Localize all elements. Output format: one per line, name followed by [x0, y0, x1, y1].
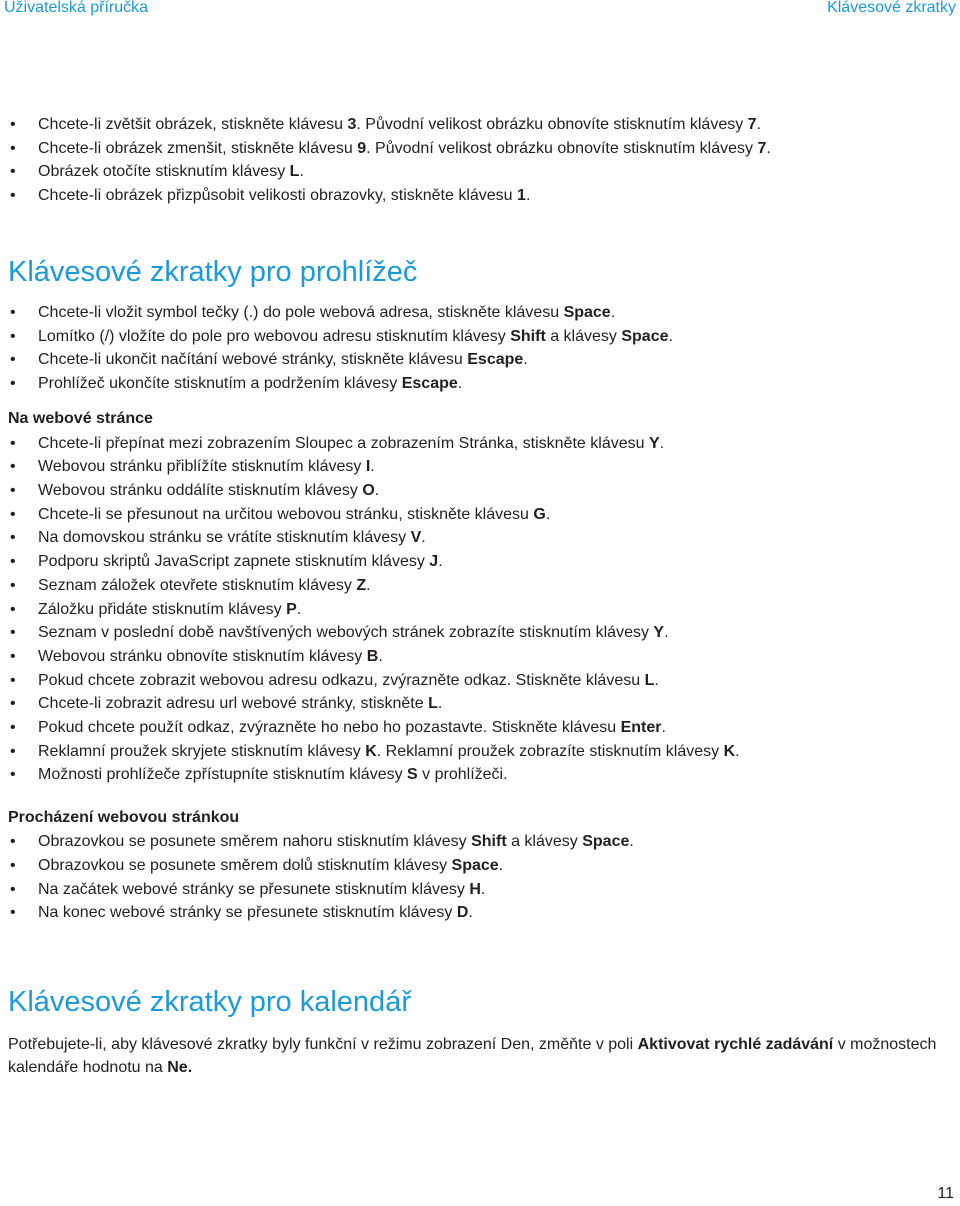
text-run: . [370, 458, 375, 476]
key-name: 1 [517, 187, 526, 205]
text-run: Pokud chcete zobrazit webovou adresu odkazu, zvýrazněte odkaz. Stiskněte klávesu [38, 671, 645, 689]
text-run: . [366, 576, 371, 594]
text-run: Lomítko (/) vložíte do pole pro webovou adresu stisknutím klávesy [38, 327, 511, 345]
text-run: . [545, 505, 551, 523]
list-item [8, 574, 958, 598]
text-run: Reklamní proužek skryjete stisknutím klávesy [38, 742, 366, 760]
text-run: Seznam záložek otevřete stisknutím klávesy [38, 576, 357, 594]
webpage-shortcuts-list [8, 432, 958, 788]
header-manual-title: Uživatelská příručka [4, 0, 149, 16]
list-item [8, 763, 958, 787]
text-run: Webovou stránku obnovíte stisknutím klávesy [38, 647, 367, 665]
text-run: . [374, 482, 380, 500]
text-run: . [766, 139, 771, 157]
key-name: Space [563, 303, 611, 321]
list-item [8, 550, 958, 574]
key-name: L [644, 671, 655, 689]
key-name: Escape [401, 374, 458, 392]
text-run: . [629, 833, 634, 851]
key-name: Y [648, 434, 660, 452]
key-name: G [533, 505, 546, 523]
text-run: . [735, 742, 740, 760]
key-name: V [410, 529, 422, 547]
list-item [8, 479, 958, 503]
list-item [8, 878, 958, 902]
text-run: . [421, 529, 426, 547]
text-run: . [654, 671, 659, 689]
text-run: Obrázek otočíte stisknutím klávesy [38, 163, 290, 181]
text-run: Webovou stránku přiblížíte stisknutím klávesy [38, 458, 366, 476]
text-run: Na začátek webové stránky se přesunete stisknutím klávesy [38, 880, 470, 898]
text-run: Obrazovkou se posunete směrem nahoru stisknutím klávesy [38, 833, 472, 851]
page-number: 11 [937, 1185, 954, 1202]
list-item [8, 432, 958, 456]
key-name: I [365, 458, 371, 476]
list-item [8, 455, 958, 479]
text-run: . [296, 600, 302, 618]
key-name: J [429, 553, 439, 571]
webpage-subheading: Na webové stránce [8, 409, 153, 427]
text-run: . [610, 303, 616, 321]
key-name: Aktivovat rychlé zadávání [637, 1035, 834, 1053]
text-run: . [756, 116, 762, 133]
text-run: Podporu skriptů JavaScript zapnete stisknutím klávesy [38, 553, 430, 571]
text-run: . [659, 434, 665, 452]
key-name: Space [451, 856, 499, 874]
text-run: . Původní velikost obrázku obnovíte stisknutím klávesy [366, 139, 758, 157]
text-run: Chcete-li obrázek zmenšit, stiskněte klávesu [38, 139, 358, 157]
text-run: Pokud chcete použít odkaz, zvýrazněte ho nebo ho pozastavte. Stiskněte klávesu [38, 719, 621, 737]
text-run: Na domovskou stránku se vrátíte stisknutím klávesy [38, 529, 411, 547]
text-run: . [457, 374, 463, 392]
list-item [8, 598, 958, 622]
text-run: Obrazovkou se posunete směrem dolů stisknutím klávesy [38, 856, 452, 874]
text-run: Možnosti prohlížeče zpřístupníte stisknutím klávesy [38, 766, 408, 784]
text-run: v možnostech kalendáře hodnotu na [8, 1035, 937, 1077]
key-name: Z [356, 576, 367, 594]
list-item [8, 137, 958, 161]
key-name: 3 [347, 116, 357, 133]
list-item [8, 160, 958, 184]
list-item [8, 301, 958, 325]
text-run: . [668, 327, 673, 345]
key-name: D [456, 904, 469, 922]
text-run: . [468, 904, 473, 922]
text-run: . [498, 856, 504, 874]
text-run: Webovou stránku oddálíte stisknutím klávesy [38, 482, 363, 500]
text-run: . Reklamní proužek zobrazíte stisknutím klávesy [376, 742, 724, 760]
text-run: Chcete-li zobrazit adresu url webové stránky, stiskněte [38, 695, 429, 713]
key-name: 9 [357, 139, 367, 157]
key-name: H [469, 880, 481, 898]
text-run: . [438, 553, 443, 571]
text-run: Prohlížeč ukončíte stisknutím a podržením klávesy [38, 374, 402, 392]
text-run: . [525, 187, 531, 205]
list-item [8, 692, 958, 716]
list-item [8, 901, 958, 925]
key-name: L [289, 163, 300, 181]
page-content [8, 113, 958, 1080]
key-name: Ne. [167, 1059, 193, 1077]
key-name: P [286, 600, 297, 618]
key-name: Escape [467, 351, 524, 369]
list-item [8, 854, 958, 878]
text-run: Potřebujete-li, aby klávesové zkratky byly funkční v režimu zobrazení Den, změňte v poli [8, 1035, 638, 1053]
key-name: K [365, 742, 377, 760]
list-item [8, 526, 958, 550]
text-run: . [661, 719, 666, 737]
list-item [8, 621, 958, 645]
list-item [8, 669, 958, 693]
key-name: K [723, 742, 736, 760]
text-run: Seznam v poslední době navštívených webových stránek zobrazíte stisknutím klávesy [38, 624, 654, 642]
text-run: Chcete-li obrázek přizpůsobit velikosti obrazovky, stiskněte klávesu [38, 187, 518, 205]
image-shortcuts-list [8, 113, 958, 208]
key-name: 7 [757, 139, 767, 157]
text-run: v prohlížeči. [417, 766, 508, 784]
text-run: . Původní velikost obrázku obnovíte stisknutím klávesy [356, 116, 748, 133]
list-item [8, 503, 958, 527]
calendar-shortcuts-heading: Klávesové zkratky pro kalendář [8, 985, 411, 1018]
calendar-paragraph [8, 1033, 956, 1080]
key-name: Shift [510, 327, 546, 345]
key-name: 7 [747, 116, 757, 133]
key-name: O [362, 482, 375, 500]
browser-shortcuts-heading: Klávesové zkratky pro prohlížeč [8, 255, 418, 288]
text-run: Chcete-li zvětšit obrázek, stiskněte klávesu [38, 116, 348, 133]
text-run: Chcete-li ukončit načítání webové stránky, stiskněte klávesu [38, 351, 468, 369]
list-item [8, 645, 958, 669]
text-run: . [299, 163, 304, 181]
list-item [8, 740, 958, 764]
text-run: Chcete-li přepínat mezi zobrazením Sloupec a zobrazením Stránka, stiskněte klávesu [38, 434, 649, 452]
key-name: B [366, 647, 379, 665]
navigate-shortcuts-list [8, 830, 958, 925]
text-run: . [523, 351, 528, 369]
list-item [8, 113, 958, 137]
text-run: Záložku přidáte stisknutím klávesy [38, 600, 287, 618]
key-name: Space [582, 833, 630, 851]
text-run: a klávesy [506, 833, 583, 851]
text-run: . [664, 624, 669, 642]
header-section-title: Klávesové zkratky [827, 0, 956, 16]
text-run: Chcete-li vložit symbol tečky (.) do pole webová adresa, stiskněte klávesu [38, 303, 564, 321]
text-run: Chcete-li se přesunout na určitou webovou stránku, stiskněte klávesu [38, 505, 534, 523]
page-header [0, 0, 960, 22]
key-name: Enter [620, 719, 662, 737]
list-item [8, 830, 958, 854]
key-name: Y [653, 624, 665, 642]
text-run: a klávesy [545, 327, 622, 345]
list-item [8, 325, 958, 349]
list-item [8, 184, 958, 208]
browser-shortcuts-list [8, 301, 958, 396]
list-item [8, 372, 958, 396]
key-name: L [428, 695, 438, 713]
text-run: . [378, 647, 383, 665]
key-name: S [407, 766, 418, 784]
key-name: Shift [471, 833, 507, 851]
text-run: Na konec webové stránky se přesunete stisknutím klávesy [38, 904, 457, 922]
text-run: . [480, 880, 486, 898]
list-item [8, 348, 958, 372]
navigate-subheading: Procházení webovou stránkou [8, 809, 240, 827]
key-name: Space [621, 327, 669, 345]
text-run: . [437, 695, 443, 713]
list-item [8, 716, 958, 740]
